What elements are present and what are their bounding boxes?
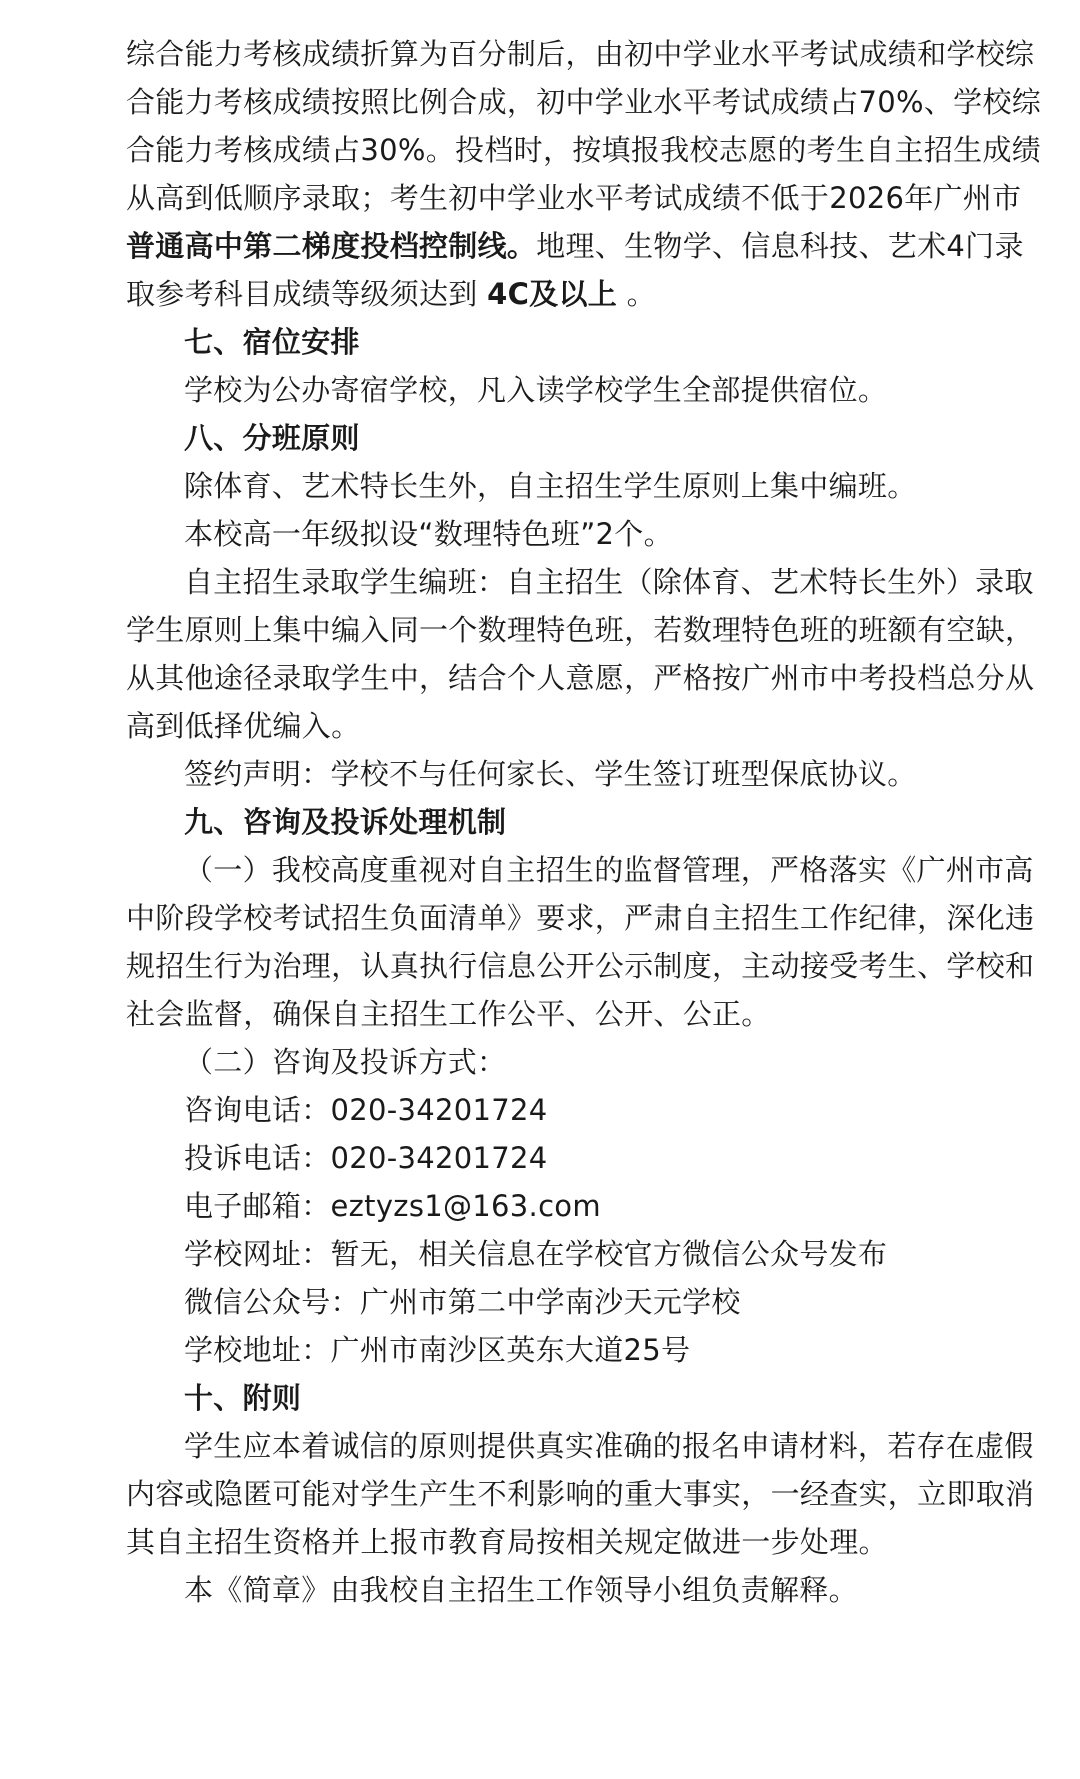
paragraph-line: 其自主招生资格并上报市教育局按相关规定做进一步处理。: [126, 1525, 888, 1559]
paragraph-line: 学生应本着诚信的原则提供真实准确的报名申请材料，若存在虚假: [184, 1429, 1034, 1463]
paragraph-line: 从高到低顺序录取；考生初中学业水平考试成绩不低于2026年广州市: [126, 181, 1022, 215]
paragraph-line: 除体育、艺术特长生外，自主招生学生原则上集中编班。: [184, 469, 917, 503]
paragraph-line: 中阶段学校考试招生负面清单》要求，严肃自主招生工作纪律，深化违: [126, 901, 1035, 935]
contact-label: 咨询电话：: [184, 1093, 331, 1127]
contact-label: 投诉电话：: [184, 1141, 331, 1175]
paragraph-line: 综合能力考核成绩折算为百分制后，由初中学业水平考试成绩和学校综: [126, 37, 1035, 71]
paragraph-line: 签约声明：学校不与任何家长、学生签订班型保底协议。: [184, 757, 917, 791]
paragraph-line: 高到低择优编入。: [126, 709, 361, 743]
contact-label: 微信公众号：: [184, 1285, 360, 1319]
contact-value: 020-34201724: [330, 1093, 548, 1127]
contact-value: eztyzs1@163.com: [330, 1189, 601, 1223]
contact-value: 广州市南沙区英东大道25号: [330, 1333, 691, 1367]
text-run: 。: [617, 277, 656, 311]
contact-row-wechat: [126, 1278, 972, 1326]
paragraph-line: [126, 270, 972, 318]
bold-phrase: 4C及以上: [487, 277, 618, 311]
paragraph-line: 本《简章》由我校自主招生工作领导小组负责解释。: [184, 1573, 858, 1607]
paragraph-line: 社会监督，确保自主招生工作公平、公开、公正。: [126, 997, 771, 1031]
contact-value: 020-34201724: [330, 1141, 548, 1175]
document-page: [126, 30, 1042, 1614]
paragraph-line: 内容或隐匿可能对学生产生不利影响的重大事实，一经查实，立即取消: [126, 1477, 1035, 1511]
paragraph-line: 合能力考核成绩占30%。投档时，按填报我校志愿的考生自主招生成绩: [126, 133, 1042, 167]
contact-label: 学校地址：: [184, 1333, 331, 1367]
paragraph-line: 学校为公办寄宿学校，凡入读学校学生全部提供宿位。: [184, 373, 888, 407]
bold-phrase: 普通高中第二梯度投档控制线。: [126, 229, 537, 263]
contact-row-complaint-phone: [126, 1134, 972, 1182]
section-heading: 九、咨询及投诉处理机制: [184, 805, 507, 839]
text-run: 取参考科目成绩等级须达到: [126, 277, 488, 311]
contact-row-website: [126, 1230, 972, 1278]
paragraph-line: 学生原则上集中编入同一个数理特色班，若数理特色班的班额有空缺，: [126, 613, 1035, 647]
paragraph-line: 从其他途径录取学生中，结合个人意愿，严格按广州市中考投档总分从: [126, 661, 1035, 695]
paragraph-line: 规招生行为治理，认真执行信息公开公示制度，主动接受考生、学校和: [126, 949, 1035, 983]
paragraph-line: 本校高一年级拟设“数理特色班”2个。: [184, 517, 673, 551]
paragraph-line: （一）我校高度重视对自主招生的监督管理，严格落实《广州市高: [184, 853, 1034, 887]
paragraph-line: 自主招生录取学生编班：自主招生（除体育、艺术特长生外）录取: [184, 565, 1034, 599]
section-heading: 八、分班原则: [184, 421, 360, 455]
paragraph-line: （二）咨询及投诉方式：: [184, 1045, 507, 1079]
contact-value: 广州市第二中学南沙天元学校: [359, 1285, 741, 1319]
section-heading: 十、附则: [184, 1381, 302, 1415]
text-run: 地理、生物学、信息科技、艺术4门录: [536, 229, 1024, 263]
contact-label: 电子邮箱：: [184, 1189, 331, 1223]
paragraph-line: [126, 222, 1024, 270]
contact-row-address: [126, 1326, 972, 1374]
contact-label: 学校网址：: [184, 1237, 331, 1271]
contact-row-email: [126, 1182, 972, 1230]
contact-value: 暂无，相关信息在学校官方微信公众号发布: [330, 1237, 888, 1271]
contact-row-consult-phone: [126, 1086, 972, 1134]
section-heading: 七、宿位安排: [184, 325, 360, 359]
paragraph-line: 合能力考核成绩按照比例合成，初中学业水平考试成绩占70%、学校综: [126, 85, 1042, 119]
